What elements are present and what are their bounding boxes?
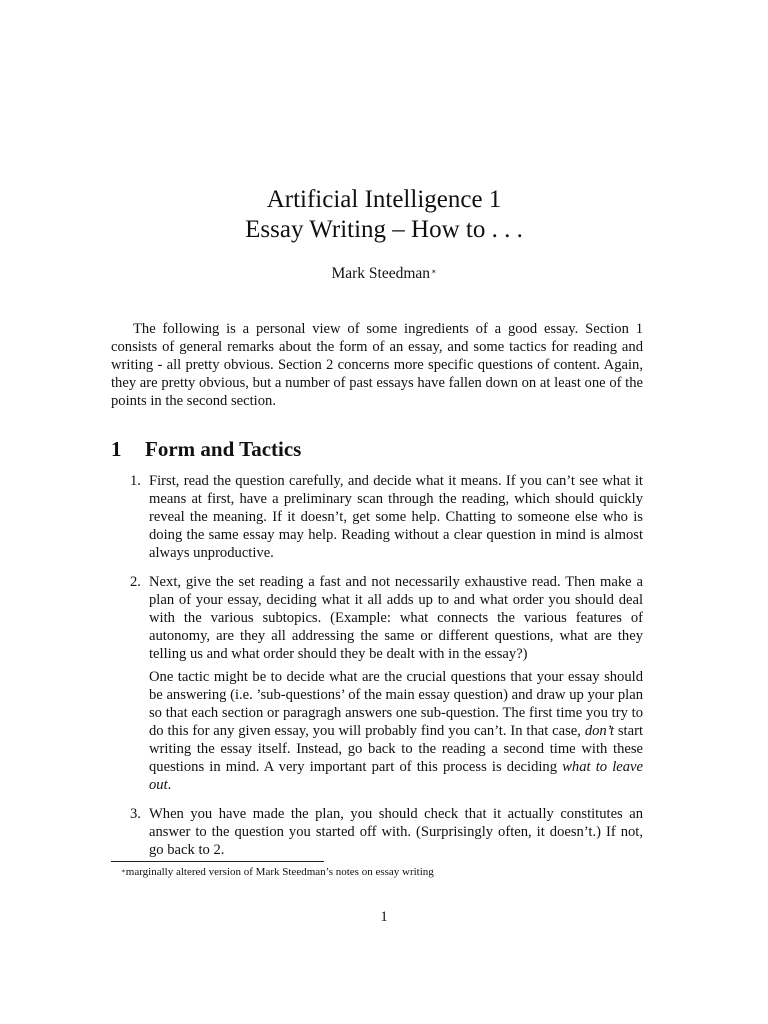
section-heading — [111, 436, 301, 462]
list-item-number: 1. — [130, 473, 141, 489]
section-number: 1 — [111, 437, 122, 461]
footnote-divider — [111, 861, 324, 862]
list-item-paragraph-2 — [149, 668, 643, 794]
tactics-list — [111, 472, 643, 870]
list-item — [111, 472, 643, 562]
footnote — [111, 865, 434, 879]
section-title: Form and Tactics — [145, 437, 302, 461]
list-item-text: Next, give the set reading a fast and not necessarily exhaustive read. Then make a plan of your essay, deciding what it all adds up to and what order you should deal with the various subtopics. (Example: what connects the various features of autonomy, are they all addressing the same or different questions, what are they telling us and what order should they be dealt with in the essay?) — [149, 574, 643, 662]
emphasis-text: don’t — [584, 723, 614, 739]
paragraph-text: . — [167, 777, 172, 793]
page-number: 1 — [380, 909, 388, 925]
list-item-text: When you have made the plan, you should check that it actually constitutes an answer to the question you started off with. (Surprisingly often, it doesn’t.) If not, go back to 2. — [149, 806, 643, 858]
list-item-text: First, read the question carefully, and decide what it means. If you can’t see what it means at first, have a preliminary scan through the reading, which should quickly reveal the meaning. If it doesn’t, get some help. Chatting to someone else who is doing the same essay may help. Reading without a clear question in mind is almost always unproductive. — [149, 473, 643, 561]
list-item — [111, 573, 643, 794]
footnote-text: marginally altered version of Mark Steedman’s notes on essay writing — [125, 866, 434, 878]
footnote-mark: ∗ — [121, 867, 126, 875]
author-name: Mark Steedman — [331, 265, 431, 282]
paragraph-text: One tactic might be to decide what are the crucial questions that your essay should be answering (i.e. ’sub-questions’ of the main essay question) and draw up your plan so that each section or paragragh answers one sub-question. The first time you try to do this for any given essay, you will probably find you can’t. In that case, — [149, 669, 643, 739]
emphasis-text: what to leave out — [149, 759, 643, 793]
author-footnote-mark: ∗ — [431, 267, 437, 276]
author — [0, 264, 768, 284]
list-item-number: 3. — [130, 806, 141, 822]
title-line-2: Essay Writing – How to . . . — [245, 216, 523, 243]
paragraph-text: start writing the essay itself. Instead, go back to the reading a second time with these questions in mind. A very important part of this process is deciding — [149, 723, 643, 775]
list-item — [111, 805, 643, 859]
title-line-1: Artificial Intelligence 1 — [266, 186, 502, 213]
list-item-number: 2. — [130, 574, 141, 590]
abstract-paragraph: The following is a personal view of some ingredients of a good essay. Section 1 consists of general remarks about the form of an essay, and some tactics for reading and writing - all pretty obvious. Section 2 concerns more specific questions of content. Again, they are pretty obvious, but a number of past essays have fallen down on at least one of the points in the second section. — [111, 321, 643, 409]
